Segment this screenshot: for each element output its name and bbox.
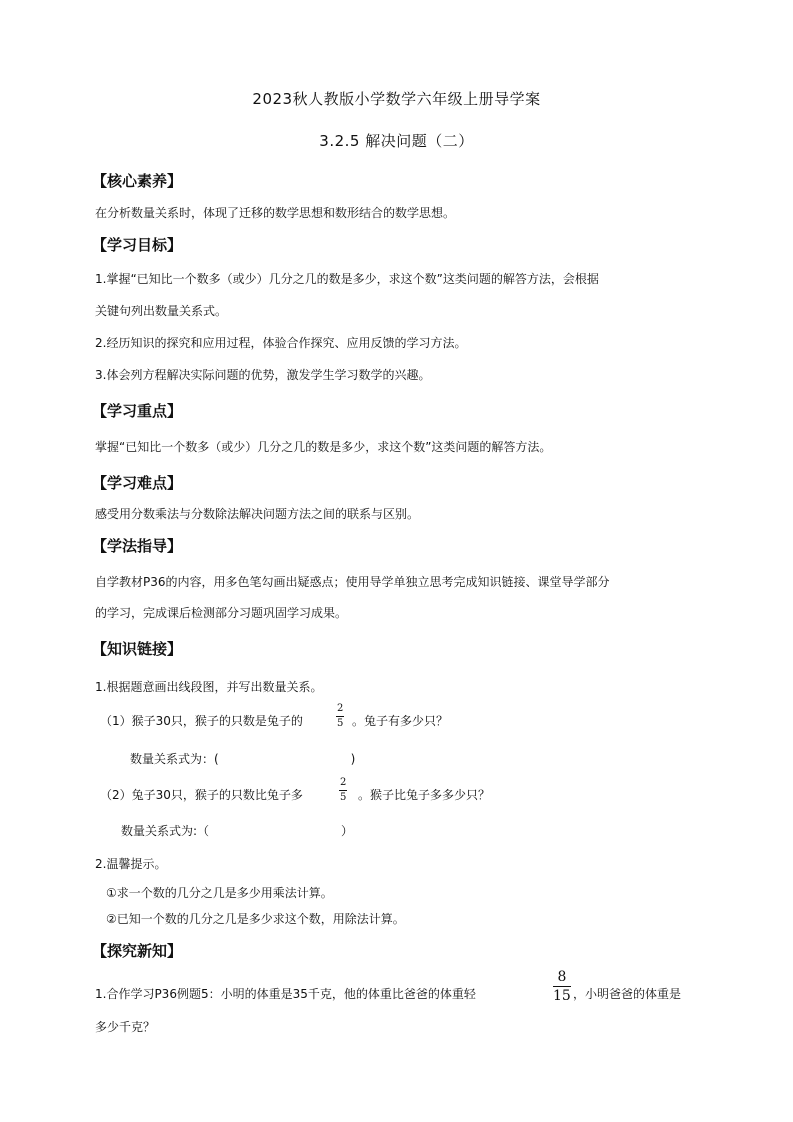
core-literacy-text: 在分析数量关系时，体现了迁移的数学思想和数形结合的数学思想。	[95, 206, 456, 220]
question-2-text-end: 。猴子比兔子多多少只？	[358, 788, 491, 802]
explore-fraction	[553, 970, 571, 1003]
question-2-relation: 数量关系式为:（ ）	[121, 824, 354, 838]
explore-problem-line-1-end: ，小明爸爸的体重是	[573, 987, 682, 1001]
question-2-text: （2）兔子30只，猴子的只数比兔子多	[100, 788, 303, 802]
fraction-denominator: 5	[337, 718, 344, 729]
goal-3: 3.体会列方程解决实际问题的优势，激发学生学习数学的兴趣。	[95, 368, 431, 382]
fraction-denominator: 15	[553, 988, 571, 1004]
tip-1: ①求一个数的几分之几是多少用乘法计算。	[106, 886, 333, 900]
question-1-text-end: 。兔子有多少只？	[352, 714, 449, 728]
fraction-denominator: 5	[340, 792, 347, 803]
fraction-bar	[553, 986, 571, 987]
heading-learning-difficulty: 【学习难点】	[92, 474, 183, 492]
heading-learning-focus: 【学习重点】	[92, 402, 183, 420]
tip-heading: 2.温馨提示。	[95, 857, 167, 871]
knowledge-link-intro: 1.根据题意画出线段图，并写出数量关系。	[95, 680, 323, 694]
fraction-numerator: 2	[340, 777, 347, 788]
heading-knowledge-link: 【知识链接】	[92, 640, 183, 658]
fraction-numerator: 2	[337, 703, 344, 714]
fraction-bar	[336, 716, 344, 717]
study-method-line-1: 自学教材P36的内容，用多色笔勾画出疑惑点；使用导学单独立思考完成知识链接、课堂导学部分	[95, 575, 610, 589]
fraction-bar	[339, 790, 347, 791]
question-1-relation: 数量关系式为：( )	[130, 752, 356, 766]
study-method-line-2: 的学习，完成课后检测部分习题巩固学习成果。	[95, 606, 348, 620]
document-title: 2023秋人教版小学数学六年级上册导学案	[252, 90, 541, 108]
question-2-fraction	[339, 778, 347, 803]
heading-learning-goals: 【学习目标】	[92, 236, 183, 254]
learning-difficulty-text: 感受用分数乘法与分数除法解决问题方法之间的联系与区别。	[95, 507, 420, 521]
learning-focus-text: 掌握“已知比一个数多（或少）几分之几的数是多少，求这个数”这类问题的解答方法。	[95, 440, 552, 454]
explore-problem-line-2: 多少千克？	[95, 1020, 156, 1034]
document-subtitle: 3.2.5 解决问题（二）	[319, 132, 474, 150]
question-1-fraction	[336, 704, 344, 729]
goal-1-line-1: 1.掌握“已知比一个数多（或少）几分之几的数是多少，求这个数”这类问题的解答方法，会根据	[95, 272, 599, 286]
heading-core-literacy: 【核心素养】	[92, 172, 183, 190]
heading-explore: 【探究新知】	[92, 942, 183, 960]
heading-study-method: 【学法指导】	[92, 537, 183, 555]
goal-2: 2.经历知识的探究和应用过程，体验合作探究、应用反馈的学习方法。	[95, 336, 467, 350]
explore-problem-line-1: 1.合作学习P36例题5：小明的体重是35千克，他的体重比爸爸的体重轻	[95, 987, 476, 1001]
fraction-numerator: 8	[557, 969, 567, 985]
question-1-text: （1）猴子30只，猴子的只数是兔子的	[100, 714, 303, 728]
goal-1-line-2: 关键句列出数量关系式。	[95, 304, 228, 318]
tip-2: ②已知一个数的几分之几是多少求这个数，用除法计算。	[106, 912, 405, 926]
